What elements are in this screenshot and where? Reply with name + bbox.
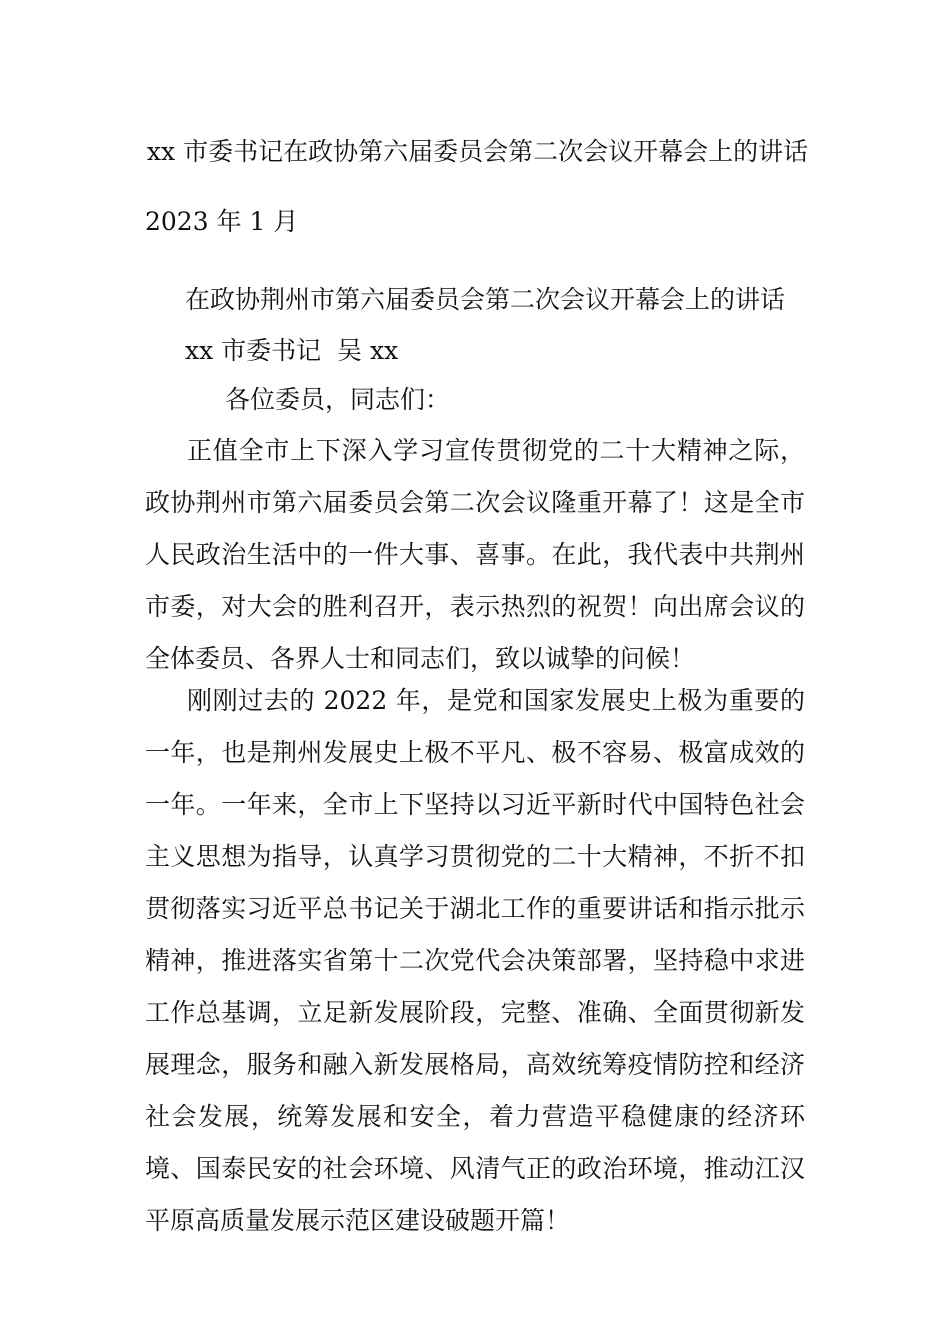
speech-author: xx 市委书记 吴 xx — [185, 336, 399, 365]
body-paragraph: 刚刚过去的 2022 年，是党和国家发展史上极为重要的一年，也是荆州发展史上极不平凡、极不容易、极富成效的一年。一年来，全市上下坚持以习近平新时代中国特色社会主义思想为指导，认真学习贯彻党的二十大精神，不折不扣贯彻落实习近平总书记关于湖北工作的重要讲话和指示批示精神，推进落实省第十二次党代会决策部署，坚持稳中求进工作总基调，立足新发展阶段，完整、准确、全面贯彻新发展理念，服务和融入新发展格局，高效统筹疫情防控和经济社会发展，统筹发展和安全，着力营造平稳健康的经济环境、国泰民安的社会环境、风清气正的政治环境，推动江汉平原高质量发展示范区建设破题开篇！ — [145, 686, 805, 1235]
speech-subtitle: 在政协荆州市第六届委员会第二次会议开幕会上的讲话 — [185, 285, 786, 314]
salutation: 各位委员，同志们： — [225, 385, 451, 414]
document-date: 2023 年 1 月 — [145, 207, 299, 236]
body-paragraph: 正值全市上下深入学习宣传贯彻党的二十大精神之际，政协荆州市第六届委员会第二次会议隆重开幕了！这是全市人民政治生活中的一件大事、喜事。在此，我代表中共荆州市委，对大会的胜利召开，表示热烈的祝贺！向出席会议的全体委员、各界人士和同志们，致以诚挚的问候！ — [145, 436, 805, 673]
document-title: xx 市委书记在政协第六届委员会第二次会议开幕会上的讲话 — [146, 137, 809, 166]
